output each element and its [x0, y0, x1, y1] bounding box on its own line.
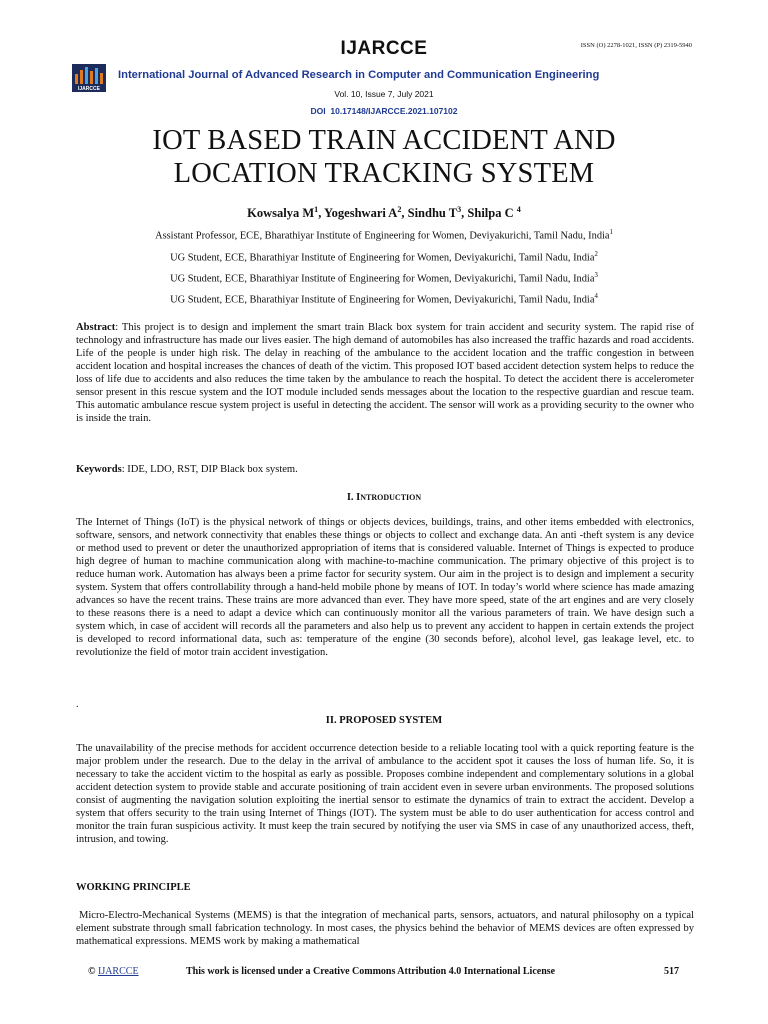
- keywords-text: : IDE, LDO, RST, DIP Black box system.: [121, 464, 298, 475]
- affiliation-text: UG Student, ECE, Bharathiyar Institute of Engineering for Women, Deviyakurichi, Tamil Nadu, India: [170, 252, 595, 264]
- affiliation-text: UG Student, ECE, Bharathiyar Institute of Engineering for Women, Deviyakurichi, Tamil Nadu, India: [170, 294, 595, 306]
- affiliation-sup: 1: [609, 229, 613, 236]
- copyright-symbol: ©: [88, 966, 96, 977]
- copyright: [88, 966, 139, 977]
- author-sup: 2: [397, 205, 402, 214]
- author-name: Sindhu T: [407, 206, 458, 221]
- author-list: Kowsalya $M^1$, Yogeshwari $A^2$, Sindhu $T^3$, Shilpa C $^4$: [247, 205, 521, 221]
- abstract-label: Abstract: [76, 322, 116, 333]
- affiliation: [0, 293, 768, 305]
- section-number: I. I: [346, 492, 361, 503]
- volume-issue: Vol. 10, Issue 7, July 2021: [334, 89, 434, 99]
- title-line: LOCATION TRACKING SYSTEM: [173, 158, 595, 189]
- doi: [0, 106, 768, 116]
- author-sup: 1: [314, 205, 319, 214]
- title-line: IOT BASED TRAIN ACCIDENT AND: [152, 125, 616, 156]
- section-title: NTRODUCTION: [360, 493, 422, 502]
- introduction-paragraph: The Internet of Things (IoT) is the physical network of things or objects devices, buildings, trains, and other items embedded with electronics, software, sensors, and network connectivity that enables these things or objects to collect and exchange data. An anti -theft system is any device or method used to prevent or deter the unauthorized appropriation of items that is considered valuable. Internet of Things is expected to produce high degree of human to machine communication along with machine-to-machine communication. The primary objective of this project is to reduce human work. Automation has always been a prime factor for security system. Our aim in the project is to design and implement a security system. System that offers controllability through a hand-held mobile phone by means of IOT. In today’s world where science has made amazing advances so have the recent trains. These trains are more advanced than ever. They have more speed, state of the art engines and are very closely to these reasons there is a need to adapt a device which can continuously monitor all the various parameters of train. We have design such a system which, in case of accident will records all the parameters and also help us to prevent any accident to happen in certain extends the project is developed to record informational data, such as: temperature of the engine (30 seconds before), alcohol level, gas leakage level, etc. to revolutionize the field of motor train accident investigation.: [76, 517, 694, 658]
- author-sup: 3: [457, 205, 462, 214]
- section-heading-proposed-system: II. PROPOSED SYSTEM: [325, 715, 443, 726]
- affiliation: [0, 251, 768, 263]
- issn: ISSN (O) 2278-1021, ISSN (P) 2319-5940: [580, 42, 692, 49]
- working-principle-paragraph: Micro-Electro-Mechanical Systems (MEMS) is that the integration of mechanical parts, sensors, actuators, and natural philosophy on a typical element substrate through small fabrication technology. In most cases, the physics behind the behavior of MEMS devices are often expressed by mathematical expressions. MEMS work by making a mathematical: [76, 910, 694, 947]
- author-name: Shilpa C: [467, 206, 514, 221]
- affiliation-text: UG Student, ECE, Bharathiyar Institute of Engineering for Women, Deviyakurichi, Tamil Nadu, India: [170, 273, 595, 285]
- stray-dot: .: [76, 699, 79, 710]
- abstract-text: : This project is to design and implement the smart train Black box system for train accident and security system. The rapid rise of technology and infrastructure has made our lives easier. The high demand of automobiles has also increased the traffic hazards and road accidents. Life of the people is under high risk. The delay in reaching of the ambulance to the accident location and the traffic congestion in between accident location and hospital increases the chances of death of the victim. This proposed IOT based accident detection system helps to reduce the loss of life due to accidents and also reduces the time taken by the ambulance to reach the hospital. To detect the accident there is accelerometer sensor present in this rescue system and the IOT module included sends messages about the location to the respective guardian and rescue team. This automatic ambulance rescue system project is useful in detecting the accident. The sensor will work as a providing security to the owner who is inside the train.: [76, 322, 694, 424]
- affiliation-sup: 3: [594, 272, 598, 279]
- journal-logo: [72, 64, 106, 92]
- abstract: [76, 322, 694, 426]
- proposed-system-paragraph: The unavailability of the precise methods for accident occurrence detection beside to a reliable locating tool with a quick reporting feature is the major problem under the research. Due to the delay in the arrival of ambulance to the accident spot it causes the loss of human life. So, it is necessary to take the accident victim to the hospital as early as possible. Proposes combine independent and complementary solutions in a global accident detection system to provide stable and accurate positioning of train accident even in severe urban environments. The proposed solutions consist of augmenting the navigation solution exploiting the inertial sensor to estimate the dynamics of train to extract the accident. Develop a system that offers security to the train using Internet of Things (IOT). The system must be able to do user authentication for access control and monitor the train furan suspicious activity. It must keep the train secured by notifying the user via SMS in case of any unauthorized access, theft, intrusion, and towing.: [76, 743, 694, 845]
- affiliation: [0, 272, 768, 284]
- working-principle-heading: WORKING PRINCIPLE: [76, 882, 191, 893]
- author-name: Kowsalya M: [247, 206, 315, 221]
- author-sup: 4: [516, 205, 521, 214]
- keywords-label: Keywords: [76, 464, 122, 475]
- doi-link[interactable]: 10.17148/IJARCCE.2021.107102: [330, 106, 458, 116]
- section-heading-introduction: [0, 492, 768, 503]
- journal-short-name: IJARCCE: [340, 38, 428, 59]
- affiliation: [0, 229, 768, 241]
- paper-title: [0, 124, 768, 190]
- doi-label: DOI: [310, 106, 326, 116]
- affiliation-sup: 4: [594, 293, 598, 300]
- page-number: 517: [664, 966, 679, 977]
- author-name: Yogeshwari A: [324, 206, 398, 221]
- journal-full-name: International Journal of Advanced Research in Computer and Communication Engineering: [118, 69, 600, 81]
- copyright-link[interactable]: IJARCCE: [97, 966, 139, 977]
- affiliation-text: Assistant Professor, ECE, Bharathiyar Institute of Engineering for Women, Deviyakurichi, Tamil Nadu, India: [155, 230, 610, 242]
- keywords: [76, 464, 694, 477]
- affiliation-sup: 2: [594, 251, 598, 258]
- logo-text: IJARCCE: [78, 86, 100, 92]
- license-text: This work is licensed under a Creative Commons Attribution 4.0 International License: [186, 966, 556, 977]
